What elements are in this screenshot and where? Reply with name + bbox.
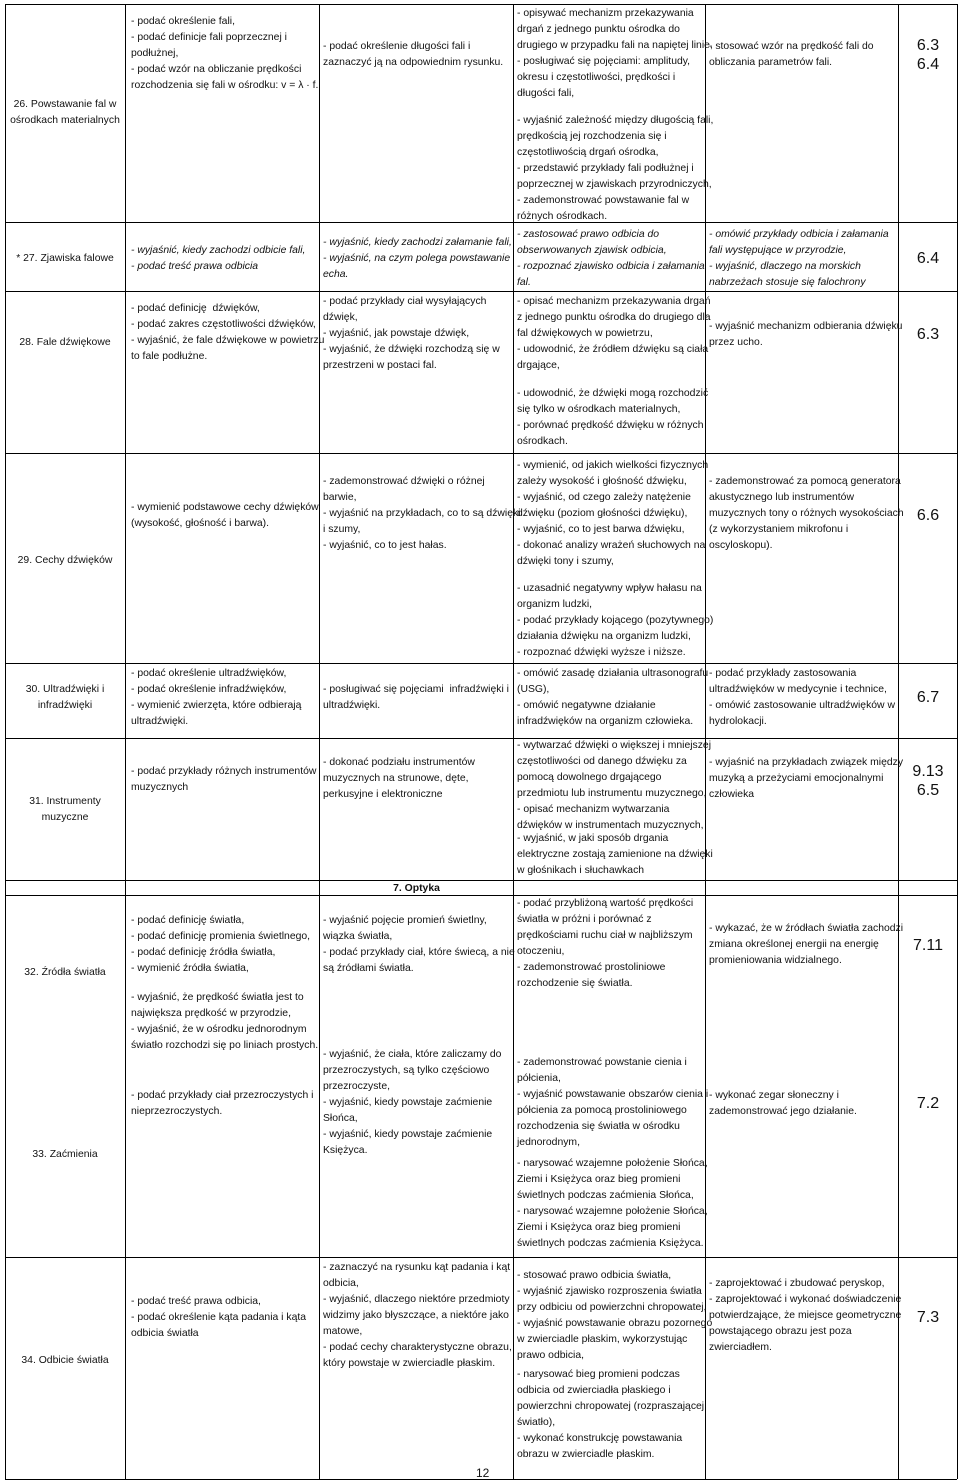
page-number: 12: [476, 1466, 490, 1480]
expanded-requirements-continued: - udowodnić, że dźwięki mogą rozchodzić się tylko w ośrodkach materialnych, - porównać prędkość dźwięku w różnych ośrodkach.: [517, 388, 709, 447]
section-heading: 7. Optyka: [393, 883, 440, 894]
expanded-requirements-continued: - wyjaśnić, w jaki sposób drgania elektryczne zostają zamienione na dźwięki w głośnikach i słuchawkach: [517, 833, 713, 876]
complete-requirements: - stosować wzór na prędkość fali do obliczania parametrów fali.: [709, 41, 874, 68]
complete-requirements: - omówić przykłady odbicia i załamania fali występujące w przyrodzie, - wyjaśnić, dlaczego na morskich nabrzeżach stosuje się falochrony: [709, 229, 889, 288]
row-title: 31. Instrumenty muzyczne: [29, 796, 101, 823]
basic-requirements: - podać definicję światła, - podać definicję promienia świetlnego, - podać definicję źródła światła, - wymienić źródła światła,: [131, 915, 311, 974]
row-divider-34: [5, 1257, 957, 1258]
core-curriculum-reference: 6.7: [916, 689, 940, 706]
extended-requirements: - wyjaśnić, że ciała, które zaliczamy do przezroczystych, są tylko częściowo przezroczyste, - wyjaśnić, kiedy powstaje zaćmienie Słońca, - wyjaśnić, kiedy powstaje zaćmienie Księżyca.: [323, 1049, 502, 1156]
row-title: 34. Odbicie światła: [21, 1355, 109, 1366]
core-curriculum-reference: 6.3 6.4: [916, 37, 940, 73]
complete-requirements: - wykazać, że w źródłach światła zachodzi zmiana określonej energii na energię promieniowania widzialnego.: [709, 923, 904, 966]
expanded-requirements: - zademonstrować powstanie cienia i półcienia, - wyjaśnić powstawanie obszarów cienia i półcienia za pomocą prostoliniowego rozchodzenia się światła w ośrodku jednorodnym,: [517, 1057, 709, 1148]
row-title: 26. Powstawanie fal w ośrodkach materialnych: [10, 99, 120, 126]
expanded-requirements: - wytwarzać dźwięki o większej i mniejszej częstotliwości od danego dźwięku za pomocą dowolnego drgającego przedmiotu lub instrumentu muzycznego, - opisać mechanizm wytwarzania dźwięków w instrumentach muzycznych,: [517, 740, 712, 831]
basic-requirements: - podać przykłady ciał przezroczystych i nieprzezroczystych.: [131, 1090, 314, 1117]
extended-requirements: - zaznaczyć na rysunku kąt padania i kąt odbicia, - wyjaśnić, dlaczego niektóre przedmioty widzimy jako błyszczące, a niektóre jako matowe, - podać cechy charakterystyczne obrazu, który powstaje w zwierciadle płaskim.: [323, 1262, 512, 1369]
row-divider-31: [5, 738, 957, 739]
core-curriculum-reference: 6.4: [916, 250, 940, 267]
basic-requirements: - podać określenie ultradźwięków, - podać określenie infradźwięków, - wymienić zwierzęta, które odbierają ultradźwięki.: [131, 668, 302, 727]
core-curriculum-reference: 9.13 6.5: [912, 763, 944, 799]
core-curriculum-reference: 7.3: [916, 1309, 940, 1326]
basic-requirements: - wymienić podstawowe cechy dźwięków (wysokość, głośność i barwa).: [131, 502, 319, 529]
row-divider-27: [5, 222, 957, 223]
expanded-requirements-continued: - narysować bieg promieni podczas odbicia od zwierciadła płaskiego i powierzchni chropowatej (rozpraszającej światło), - wykonać konstrukcję powstawania obrazu w zwierciadle płaskim.: [517, 1369, 705, 1460]
expanded-requirements: - zastosować prawo odbicia do obserwowanych zjawisk odbicia, - rozpoznać zjawisko odbicia i załamania fal.: [517, 229, 705, 288]
extended-requirements: - podać określenie długości fali i zaznaczyć ją na odpowiednim rysunku.: [323, 41, 504, 68]
extended-requirements: - posługiwać się pojęciami infradźwięki i ultradźwięki.: [323, 684, 509, 711]
expanded-requirements-continued: - narysować wzajemne położenie Słońca, Ziemi i Księżyca oraz bieg promieni świetlnych podczas zaćmienia Słońca, - narysować wzajemne położenie Słońca, Ziemi i Księżyca oraz bieg promieni świetlnych podczas zaćmienia Księżyca.: [517, 1158, 708, 1249]
expanded-requirements: - opisać mechanizm przekazywania drgań z jednego punktu ośrodka do drugiego dla fal dźwiękowych w powietrzu, - udowodnić, że źródłem dźwięku są ciała drgające,: [517, 296, 711, 371]
expanded-requirements: - opisywać mechanizm przekazywania drgań z jednego punktu ośrodka do drugiego w przypadku fali na napiętej linie, - posługiwać się pojęciami: amplitudy, okresu i częstotliwości, prędkości i długości fali,: [517, 8, 713, 99]
extended-requirements: - wyjaśnić, kiedy zachodzi załamanie fali, - wyjaśnić, na czym polega powstawanie echa.: [323, 237, 512, 280]
extended-requirements: - podać przykłady ciał wysyłających dźwięk, - wyjaśnić, jak powstaje dźwięk, - wyjaśnić, że dźwięki rozchodzą się w przestrzeni w postaci fal.: [323, 296, 500, 371]
row-title: 28. Fale dźwiękowe: [19, 337, 111, 348]
core-curriculum-reference: 7.2: [916, 1095, 940, 1112]
expanded-requirements: - wymienić, od jakich wielkości fizycznych zależy wysokość i głośność dźwięku, - wyjaśnić, od czego zależy natężenie dźwięku (poziom głośności dźwięku), - wyjaśnić, co to jest barwa dźwięku, - dokonać analizy wrażeń słuchowych na dźwięki tony i szumy,: [517, 460, 709, 567]
expanded-requirements-continued: - wyjaśnić zależność między długością fali, prędkością jej rozchodzenia się i częstotliwością drgań ośrodka, - przedstawić przykłady fali podłużnej i poprzecznej w zjawiskach przyrodniczych, - zademonstrować powstawanie fal w różnych ośrodkach.: [517, 115, 714, 222]
basic-requirements: - podać określenie fali, - podać definicje fali poprzecznej i podłużnej, - podać wzór na obliczanie prędkości rozchodzenia się fali w ośrodku: v = λ · f.: [131, 16, 319, 91]
table-border-right: [957, 4, 958, 1479]
extended-requirements: - wyjaśnić pojęcie promień świetlny, wiązka światła, - podać przykłady ciał, które świecą, a nie są źródłami światła.: [323, 915, 515, 974]
expanded-requirements: - stosować prawo odbicia światła, - wyjaśnić zjawisko rozproszenia światła przy odbiciu od powierzchni chropowatej, - wyjaśnić powstawanie obrazu pozornego w zwierciadle płaskim, wykorzystując prawo odbicia,: [517, 1270, 713, 1361]
row-title: 30. Ultradźwięki i infradźwięki: [25, 684, 105, 711]
expanded-requirements-continued: - uzasadnić negatywny wpływ hałasu na organizm ludzki, - podać przykłady kojącego (pozytywnego) działania dźwięku na organizm ludzki, - rozpoznać dźwięki wyższe i niższe.: [517, 583, 714, 658]
row-divider-28: [5, 291, 957, 292]
row-title: 32. Źródła światła: [24, 967, 106, 978]
basic-requirements: - podać przykłady różnych instrumentów muzycznych: [131, 766, 317, 793]
table-border-top: [5, 4, 957, 5]
row-title: * 27. Zjawiska falowe: [16, 253, 114, 264]
core-curriculum-reference: 7.11: [913, 937, 943, 954]
row-divider-29: [5, 453, 957, 454]
core-curriculum-reference: 6.6: [916, 507, 940, 524]
basic-requirements: - podać treść prawa odbicia, - podać określenie kąta padania i kąta odbicia światła: [131, 1296, 307, 1339]
complete-requirements: - wyjaśnić na przykładach związek między muzyką a przeżyciami emocjonalnymi człowieka: [709, 757, 904, 800]
complete-requirements: - zaprojektować i zbudować peryskop, - zaprojektować i wykonać doświadczenie potwierdzające, że miejsce geometryczne powstającego obrazu jest poza zwierciadłem.: [709, 1278, 902, 1353]
complete-requirements: - zademonstrować za pomocą generatora akustycznego lub instrumentów muzycznych tony o różnych wysokościach (z wykorzystaniem mikrofonu i oscyloskopu).: [709, 476, 904, 551]
extended-requirements: - zademonstrować dźwięki o różnej barwie, - wyjaśnić na przykładach, co to są dźwięki i szumy, - wyjaśnić, co to jest hałas.: [323, 476, 521, 551]
row-divider-30: [5, 663, 957, 664]
basic-requirements: - podać definicję dźwięków, - podać zakres częstotliwości dźwięków, - wyjaśnić, że fale dźwiękowe w powietrzu to fale podłużne.: [131, 303, 325, 362]
complete-requirements: - wykonać zegar słoneczny i zademonstrować jego działanie.: [709, 1090, 857, 1117]
expanded-requirements: - omówić zasadę działania ultrasonografu (USG), - omówić negatywne działanie infradźwięków na organizm człowieka.: [517, 668, 709, 727]
basic-requirements: - wyjaśnić, kiedy zachodzi odbicie fali, - podać treść prawa odbicia: [131, 245, 306, 272]
row-title: 33. Zaćmienia: [32, 1149, 98, 1160]
extended-requirements: - dokonać podziału instrumentów muzycznych na strunowe, dęte, perkusyjne i elektroniczne: [323, 757, 475, 800]
basic-requirements-continued: - wyjaśnić, że prędkość światła jest to największa prędkość w przyrodzie, - wyjaśnić, że w ośrodku jednorodnym światło rozchodzi się po liniach prostych.: [131, 992, 319, 1051]
complete-requirements: - podać przykłady zastosowania ultradźwięków w medycynie i technice, - omówić zastosowanie ultradźwięków w hydrolokacji.: [709, 668, 895, 727]
row-title: 29. Cechy dźwięków: [17, 555, 113, 566]
core-curriculum-reference: 6.3: [916, 326, 940, 343]
expanded-requirements: - podać przybliżoną wartość prędkości światła w próżni i porównać z prędkościami ruchu ciał w najbliższym otoczeniu, - zademonstrować prostoliniowe rozchodzenie się światła.: [517, 898, 694, 989]
complete-requirements: - wyjaśnić mechanizm odbierania dźwięku przez ucho.: [709, 321, 903, 348]
